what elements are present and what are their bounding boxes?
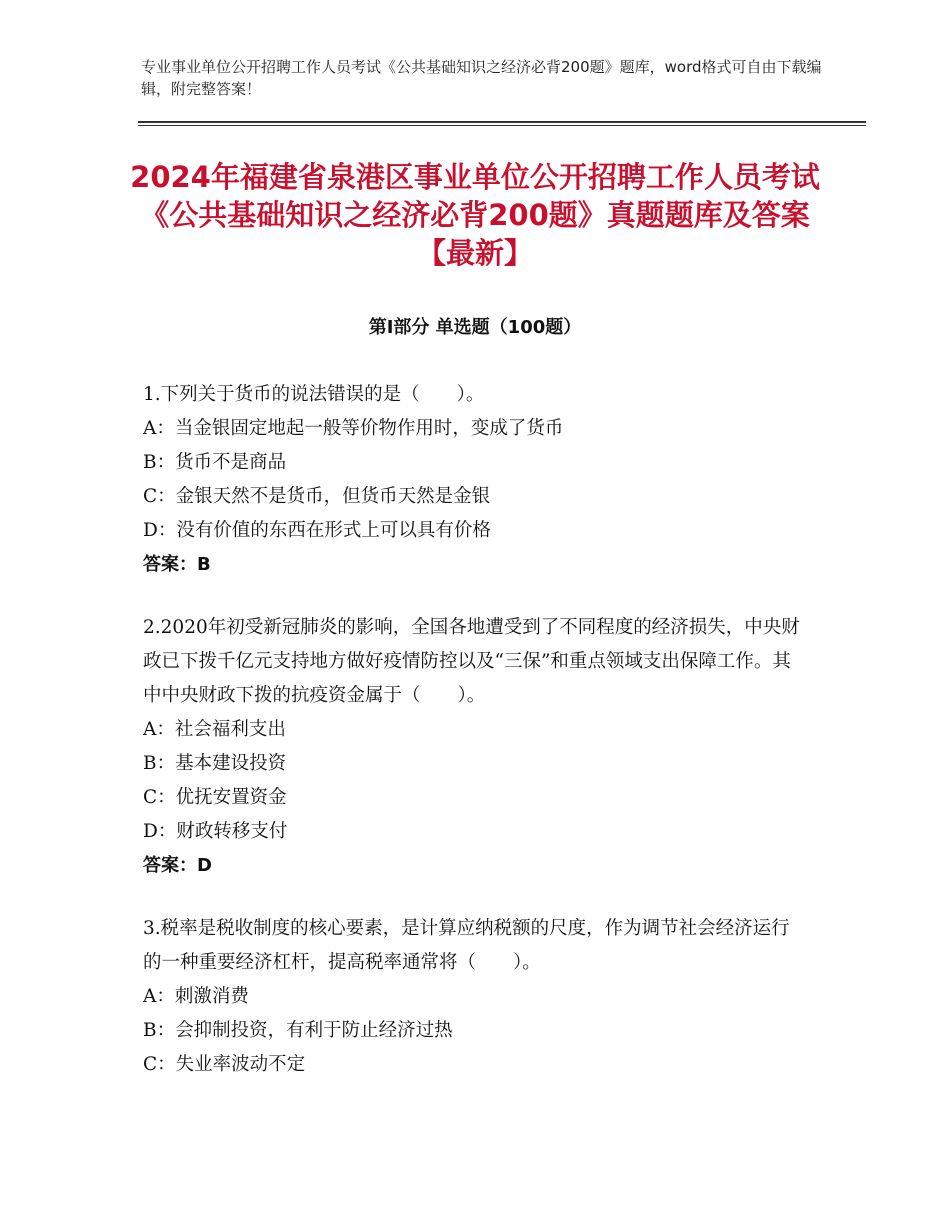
header-rule-thin <box>138 125 866 126</box>
option-a: A：刺激消费 <box>143 986 249 1007</box>
option-c: C：失业率波动不定 <box>143 1054 306 1075</box>
option-d: D：财政转移支付 <box>143 821 288 842</box>
section-title: 第Ⅰ部分 单选题（100题） <box>368 317 582 338</box>
question-text: 1.下列关于货币的说法错误的是（ ）。 <box>143 384 485 405</box>
question-text: 3.税率是税收制度的核心要素，是计算应纳税额的尺度，作为调节社会经济运行的一种重要经济杠杆，提高税率通常将（ ）。 <box>143 918 790 973</box>
option-a: A：当金银固定地起一般等价物作用时，变成了货币 <box>143 418 564 439</box>
document-title: 2024年福建省泉港区事业单位公开招聘工作人员考试《公共基础知识之经济必背200题》真题题库及答案【最新】 <box>130 160 820 270</box>
option-b: B：基本建设投资 <box>143 753 287 774</box>
answer: 答案：D <box>143 855 212 876</box>
question-text: 2.2020年初受新冠肺炎的影响，全国各地遭受到了不同程度的经济损失，中央财政已下拨千亿元支持地方做好疫情防控以及“三保”和重点领域支出保障工作。其中中央财政下拨的抗疫资金属于（ ）。 <box>143 617 800 706</box>
header-rule-thick <box>138 121 866 123</box>
option-b: B：会抑制投资，有利于防止经济过热 <box>143 1020 453 1041</box>
question-3 <box>143 912 803 1082</box>
header-note: 专业事业单位公开招聘工作人员考试《公共基础知识之经济必背200题》题库，word格式可自由下载编辑，附完整答案！ <box>141 58 822 98</box>
question-list <box>143 378 803 1111</box>
question-2 <box>143 611 803 883</box>
option-a: A：社会福利支出 <box>143 719 286 740</box>
option-b: B：货币不是商品 <box>143 452 287 473</box>
option-d: D：没有价值的东西在形式上可以具有价格 <box>143 520 491 541</box>
option-c: C：优抚安置资金 <box>143 787 287 808</box>
option-c: C：金银天然不是货币，但货币天然是金银 <box>143 486 491 507</box>
question-1 <box>143 378 803 582</box>
answer: 答案：B <box>143 554 211 575</box>
